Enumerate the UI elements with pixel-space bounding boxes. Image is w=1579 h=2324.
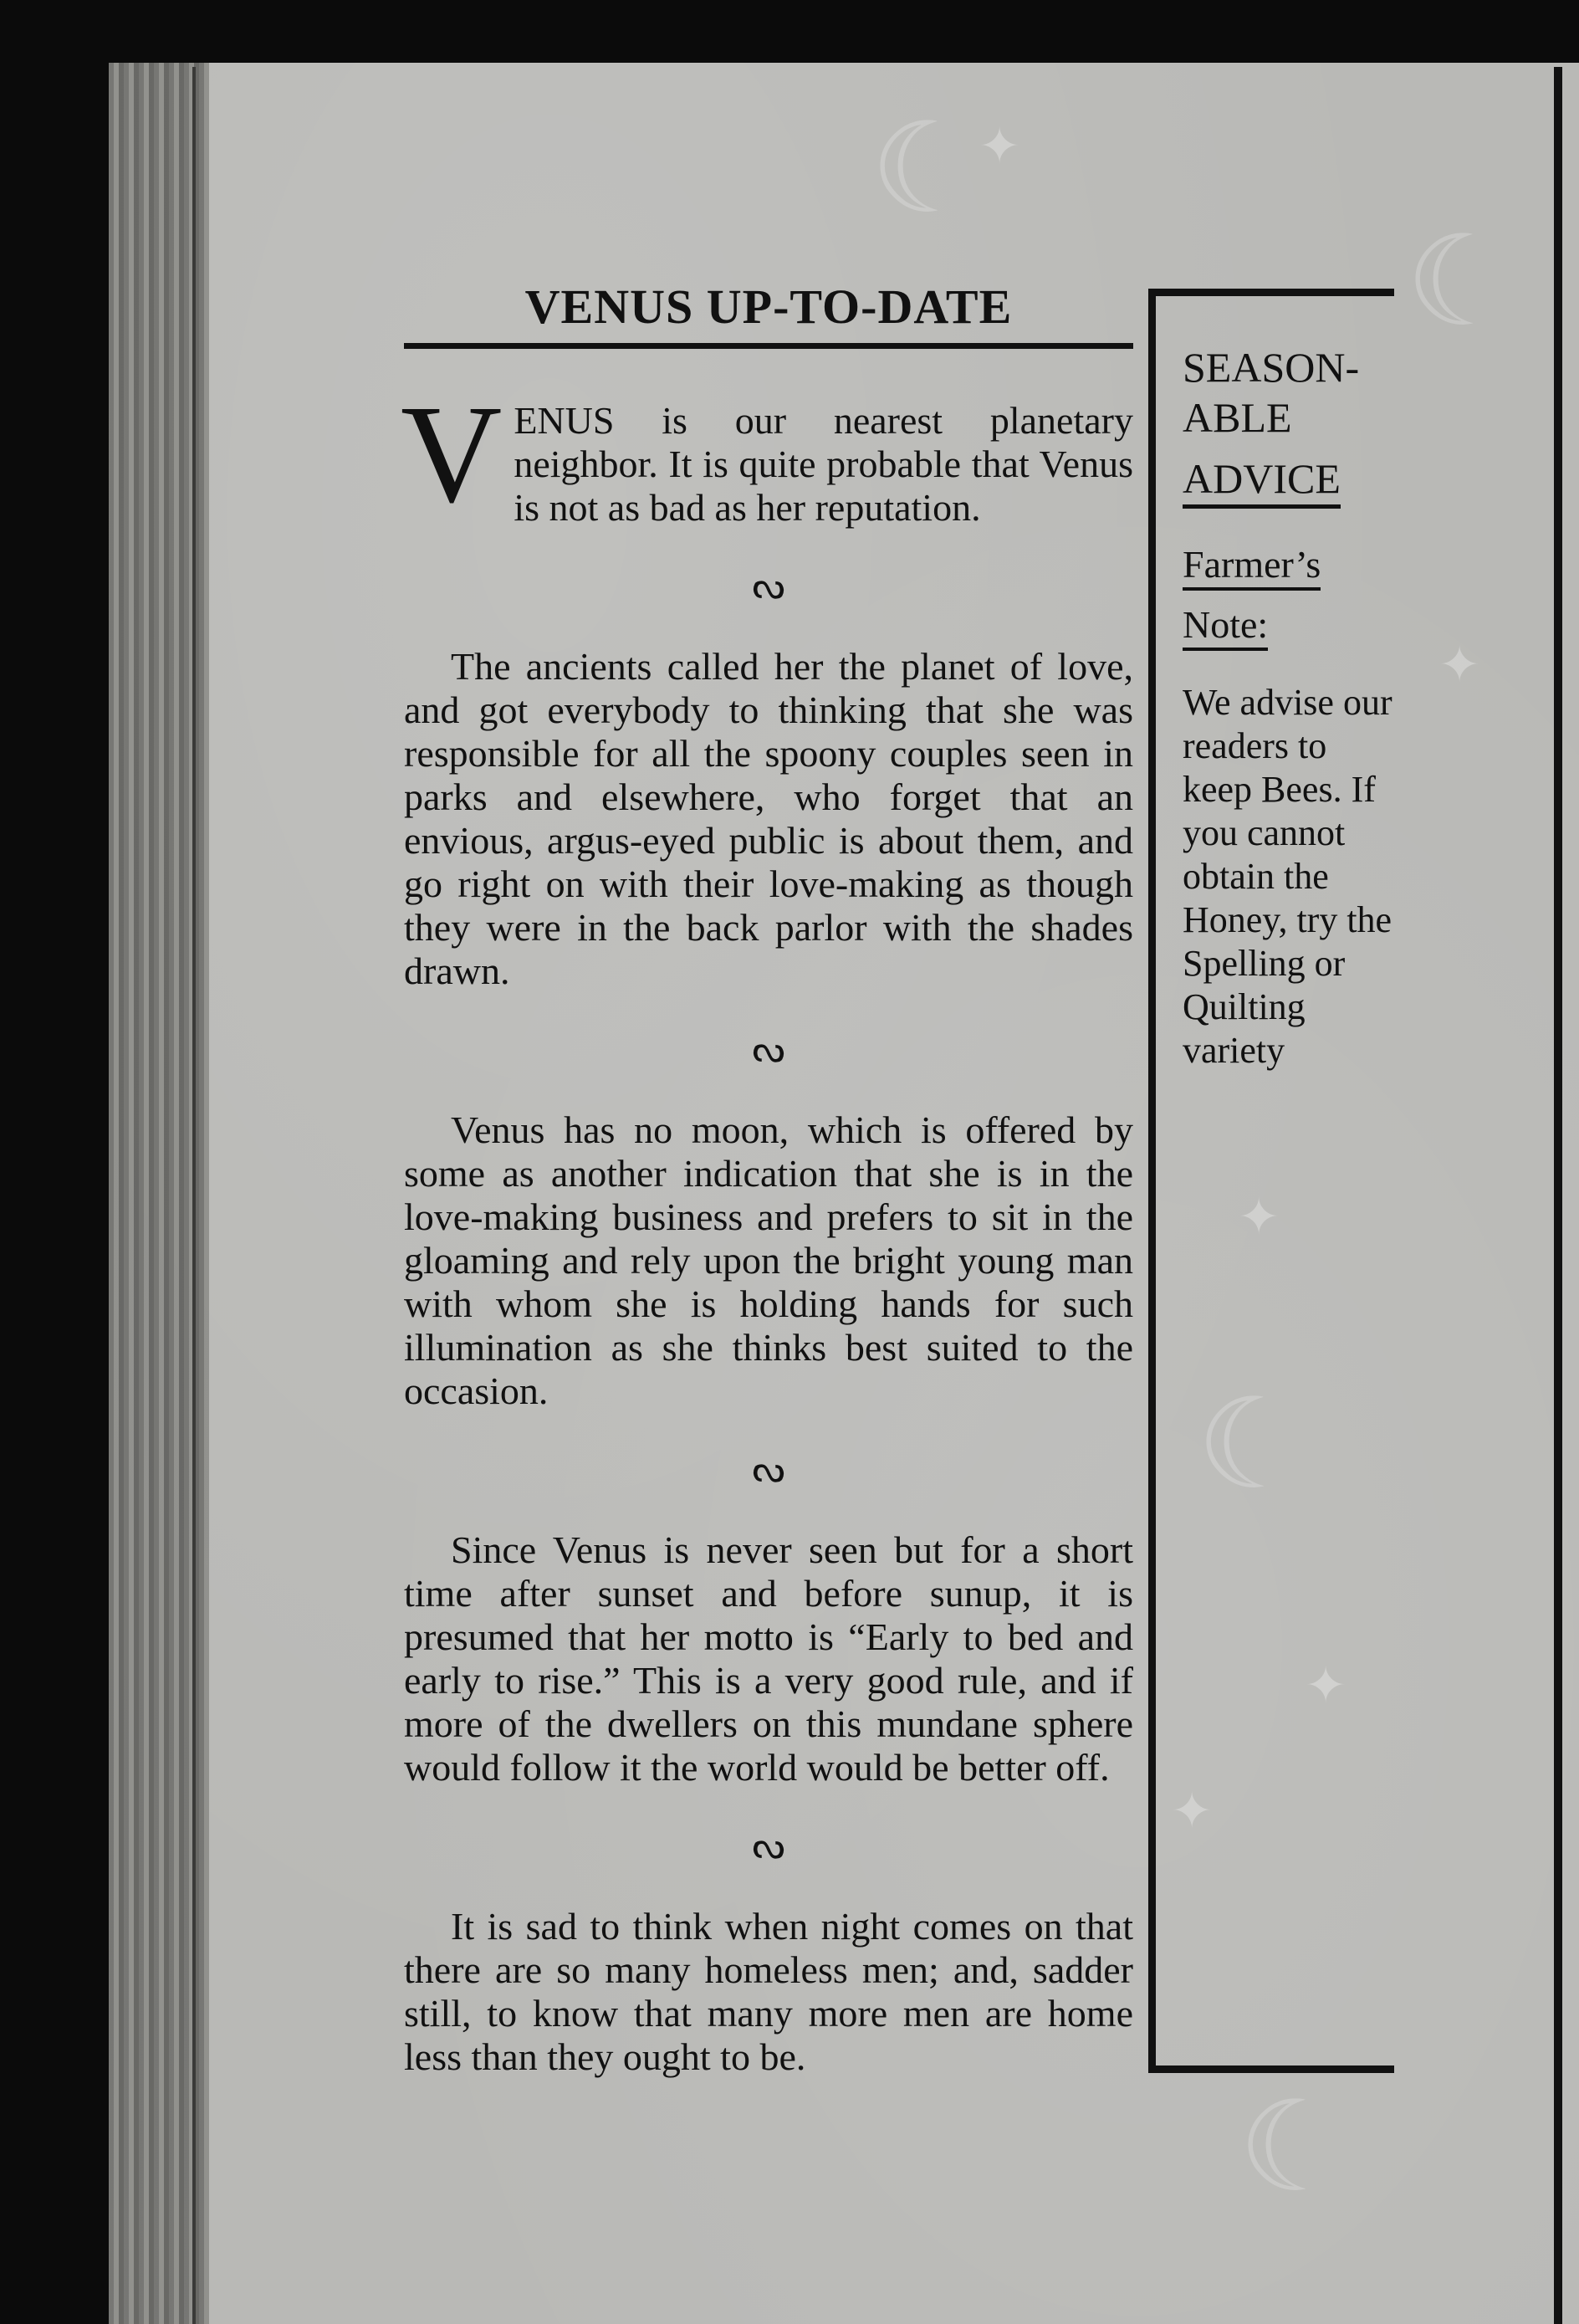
star-icon: ✦: [1438, 636, 1481, 694]
article-paragraph: Venus has no moon, which is offered by some as another indication that she is in the love-making business and prefers to sit in the gloaming and rely upon the bright young man with whom she is holding hands for such illumination as she thinks best suited to the occasion.: [404, 1108, 1133, 1412]
lead-text: ENUS is our nearest planetary neighbor. It is quite probable that Venus is not as bad as her reputation.: [514, 399, 1133, 529]
article-column: [401, 276, 1133, 2079]
drop-cap: V: [401, 376, 503, 532]
article-paragraph: It is sad to think when night comes on that there are so many homeless men; and, sadder still, to know that many more men are home less than they ought to be.: [404, 1905, 1133, 2078]
sidebar-title-line: ADVICE: [1183, 453, 1341, 509]
farmer-note-heading: [1183, 542, 1404, 651]
farmer-note-heading-line: Note:: [1183, 602, 1268, 651]
ornament-divider-icon: ᔓ: [752, 1028, 785, 1071]
star-icon: ✦: [1171, 1782, 1214, 1840]
article-paragraph: The ancients called her the planet of love, and got everybody to thinking that she was responsible for all the spoony couples seen in parks and elsewhere, who forget that an envious, argus-eyed public is about them, and go right on with their love-making as though they were in the back parlor with the shades drawn.: [404, 645, 1133, 992]
star-icon: ✦: [979, 117, 1021, 176]
article-title: VENUS UP-TO-DATE: [524, 279, 1013, 334]
farmer-note-heading-line: Farmer’s: [1183, 542, 1321, 591]
spine-edge-line: [192, 67, 196, 2324]
crescent-moon-icon: ☾: [1238, 2075, 1351, 2220]
sidebar-content: [1183, 342, 1404, 1109]
crescent-moon-icon: ☾: [870, 96, 983, 242]
sidebar-body-text: We advise our readers to keep Bees. If you cannot obtain the Honey, try the Spelling or Quilting variety: [1183, 682, 1392, 1071]
sidebar-title-line: SEASON-: [1183, 344, 1360, 391]
crescent-moon-icon: ☾: [1196, 1372, 1309, 1518]
star-icon: ✦: [1305, 1656, 1347, 1715]
ornament-divider-icon: ᔓ: [752, 565, 785, 607]
lead-paragraph: [401, 376, 1133, 532]
sidebar-box: [1148, 289, 1394, 2073]
star-icon: ✦: [1238, 1188, 1280, 1246]
right-edge-rule: [1554, 67, 1562, 2324]
ornament-divider-icon: ᔓ: [752, 1448, 785, 1491]
crescent-moon-icon: ☾: [1405, 209, 1518, 355]
ornament-divider-icon: ᔓ: [752, 1825, 785, 1867]
title-underline-rule: [404, 343, 1133, 349]
article-paragraph: Since Venus is never seen but for a short time after sunset and before sunup, it is presumed that her motto is “Early to bed and early to rise.” This is a very good rule, and if more of the dwellers on this mundane sphere would follow it the world would be better off.: [404, 1528, 1133, 1789]
sidebar-title-line: ABLE: [1183, 394, 1292, 441]
